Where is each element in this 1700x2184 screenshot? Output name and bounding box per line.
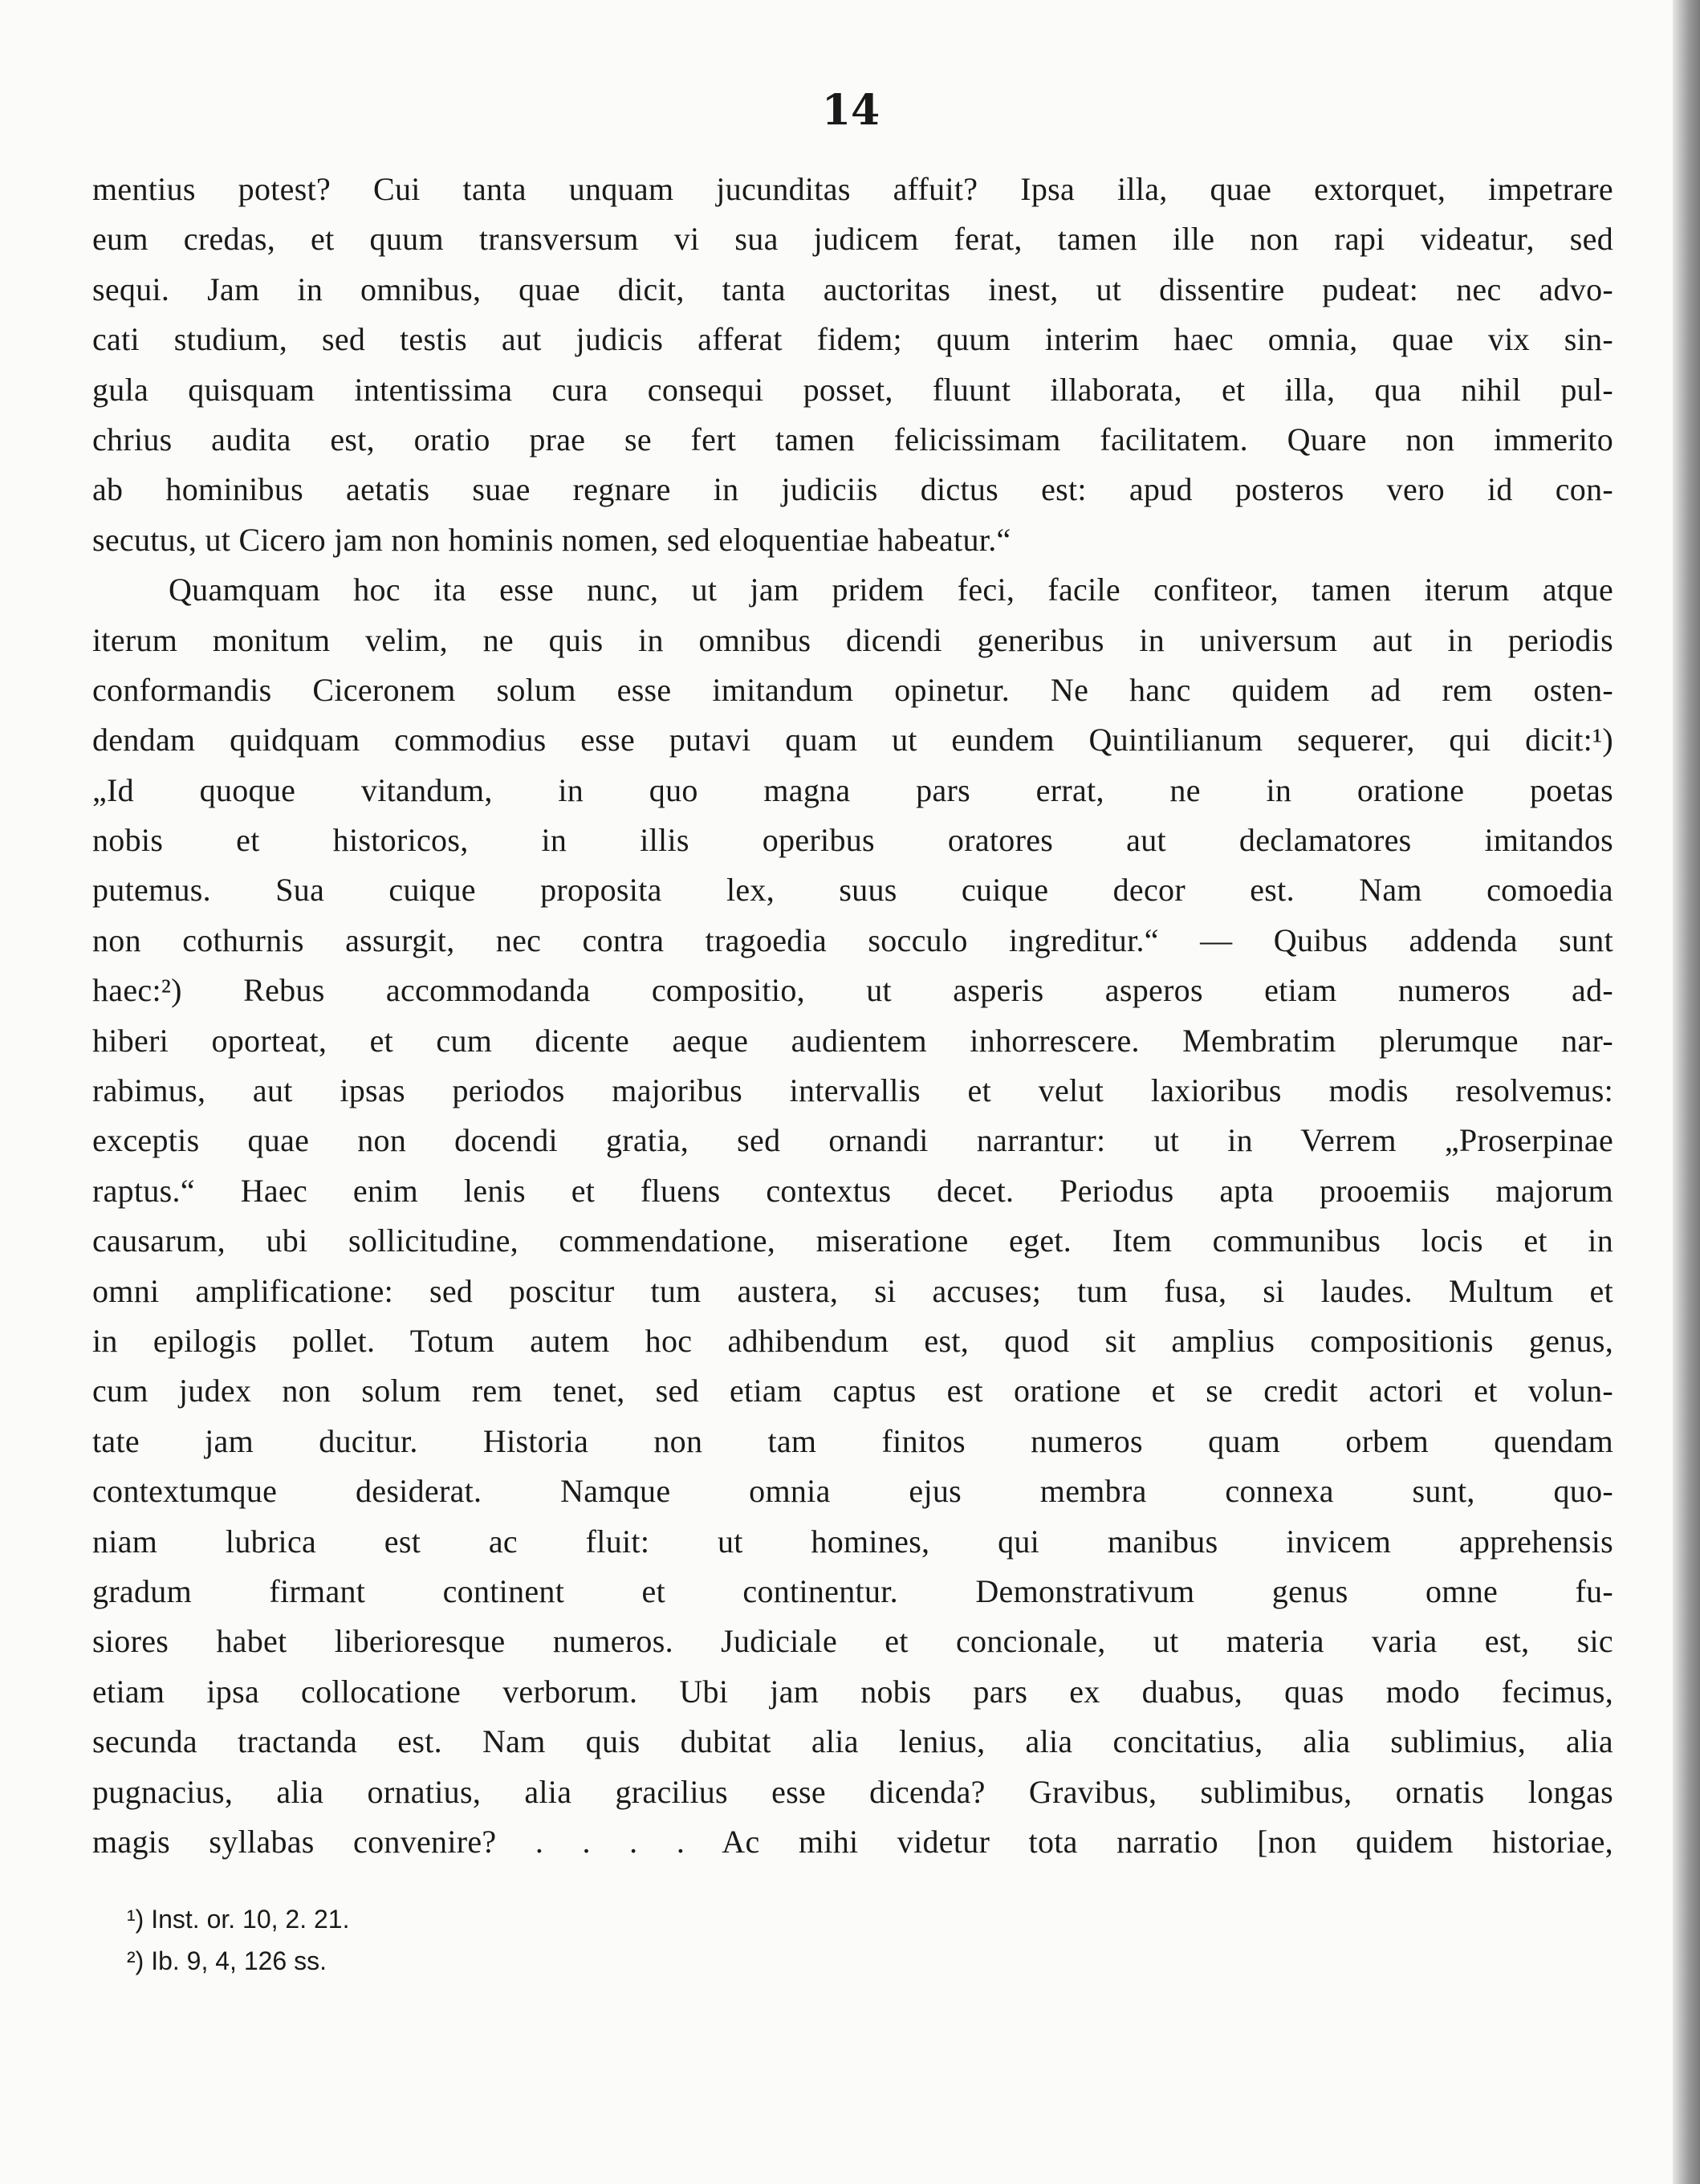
text-line: gula quisquam intentissima cura consequi posset, fluunt illaborata, et illa, qua nihil pul- (92, 371, 1613, 408)
footnotes (127, 1898, 849, 1982)
text-line: rabimus, aut ipsas periodos majoribus intervallis et velut laxioribus modis resolvemus: (92, 1072, 1613, 1109)
text-line-indent: Quamquam hoc ita esse nunc, ut jam pridem feci, facile confiteor, tamen iterum atque (169, 571, 1613, 608)
footnote-2: ²) Ib. 9, 4, 126 ss. (127, 1946, 327, 1975)
text-line: ab hominibus aetatis suae regnare in judiciis dictus est: apud posteros vero id con- (92, 471, 1613, 508)
text-line: haec:²) Rebus accommodanda compositio, ut asperis asperos etiam numeros ad- (92, 972, 1613, 1009)
body-text (92, 165, 1613, 1867)
text-line: contextumque desiderat. Namque omnia ejus membra connexa sunt, quo- (92, 1473, 1613, 1510)
text-line: exceptis quae non docendi gratia, sed ornandi narrantur: ut in Verrem „Proserpinae (92, 1122, 1613, 1159)
text-line: iterum monitum velim, ne quis in omnibus dicendi generibus in universum aut in periodis (92, 621, 1613, 658)
text-line: putemus. Sua cuique proposita lex, suus cuique decor est. Nam comoedia (92, 872, 1613, 909)
text-line: hiberi oporteat, et cum dicente aeque audientem inhorrescere. Membratim plerumque nar- (92, 1022, 1613, 1059)
text-line: cum judex non solum rem tenet, sed etiam captus est oratione et se credit actori et volun- (92, 1373, 1613, 1409)
text-line: dendam quidquam commodius esse putavi quam ut eundem Quintilianum sequerer, qui dicit:¹) (92, 722, 1613, 759)
text-line: „Id quoque vitandum, in quo magna pars errat, ne in oratione poetas (92, 771, 1613, 808)
text-line: tate jam ducitur. Historia non tam finitos numeros quam orbem quendam (92, 1422, 1613, 1459)
footnote-1: ¹) Inst. or. 10, 2. 21. (127, 1905, 350, 1934)
text-line: secutus, ut Cicero jam non hominis nomen, sed eloquentiae habeatur.“ (92, 521, 1011, 558)
text-line: cati studium, sed testis aut judicis afferat fidem; quum interim haec omnia, quae vix sin- (92, 321, 1613, 358)
page-edge-shadow (1673, 0, 1700, 2184)
text-line: non cothurnis assurgit, nec contra tragoedia socculo ingreditur.“ — Quibus addenda sunt (92, 921, 1613, 958)
text-line: eum credas, et quum transversum vi sua judicem ferat, tamen ille non rapi videatur, sed (92, 221, 1613, 258)
text-line: chrius audita est, oratio prae se fert tamen felicissimam facilitatem. Quare non immerito (92, 421, 1613, 458)
text-line: pugnacius, alia ornatius, alia gracilius esse dicenda? Gravibus, sublimibus, ornatis longas (92, 1773, 1613, 1810)
text-line: niam lubrica est ac fluit: ut homines, qui manibus invicem apprehensis (92, 1523, 1613, 1560)
text-line: causarum, ubi sollicitudine, commendatione, miseratione eget. Item communibus locis et in (92, 1222, 1613, 1259)
text-line: mentius potest? Cui tanta unquam jucunditas affuit? Ipsa illa, quae extorquet, impetrare (92, 171, 1613, 207)
text-line: omni amplificatione: sed poscitur tum austera, si accuses; tum fusa, si laudes. Multum et (92, 1272, 1613, 1309)
page-number: 14 (821, 86, 881, 135)
text-line: raptus.“ Haec enim lenis et fluens contextus decet. Periodus apta prooemiis majorum (92, 1172, 1613, 1209)
text-line: siores habet liberioresque numeros. Judiciale et concionale, ut materia varia est, sic (92, 1623, 1613, 1660)
text-line: etiam ipsa collocatione verborum. Ubi jam nobis pars ex duabus, quas modo fecimus, (92, 1673, 1613, 1710)
text-line: sequi. Jam in omnibus, quae dicit, tanta auctoritas inest, ut dissentire pudeat: nec advo- (92, 270, 1613, 307)
text-line: conformandis Ciceronem solum esse imitandum opinetur. Ne hanc quidem ad rem osten- (92, 671, 1613, 708)
text-line: magis syllabas convenire? . . . . Ac mihi videtur tota narratio [non quidem historiae, (92, 1823, 1613, 1860)
text-line: in epilogis pollet. Totum autem hoc adhibendum est, quod sit amplius compositionis genus, (92, 1322, 1613, 1359)
text-line: gradum firmant continent et continentur. Demonstrativum genus omne fu- (92, 1572, 1613, 1609)
text-line: nobis et historicos, in illis operibus oratores aut declamatores imitandos (92, 822, 1613, 859)
text-line: secunda tractanda est. Nam quis dubitat alia lenius, alia concitatius, alia sublimius, alia (92, 1723, 1613, 1760)
